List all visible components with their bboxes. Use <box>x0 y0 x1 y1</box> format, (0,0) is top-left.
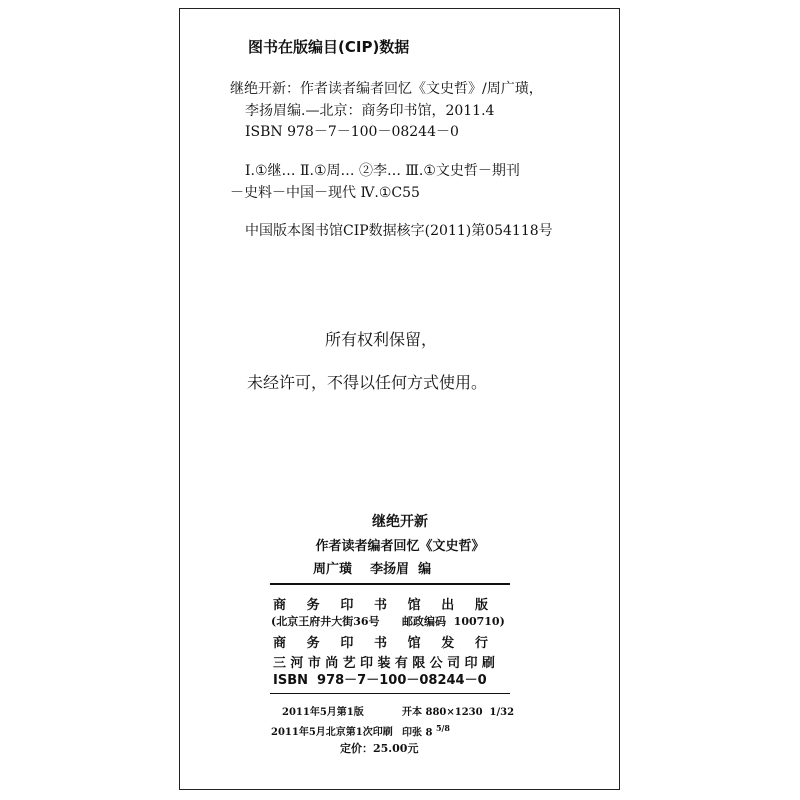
cip-line-1: 继绝开新：作者读者编者回忆《文史哲》/周广璜， <box>230 81 543 97</box>
colophon-printing: 2011年5月北京第1次印刷 <box>271 727 393 738</box>
colophon-edition: 2011年5月第1版 <box>282 707 364 718</box>
cip-verification-number: 中国版本图书馆CIP数据核字(2011)第054118号 <box>245 223 553 239</box>
colophon-address: (北京王府井大街36号 <box>271 615 380 628</box>
colophon-top-rule <box>270 583 510 585</box>
colophon-sheets: 印张 8 $^{5/8}$ <box>402 723 450 739</box>
colophon-sheets-fraction: 5/8 <box>435 723 450 733</box>
cip-classification-1: Ⅰ.①继… Ⅱ.①周… ②李… Ⅲ.①文史哲－期刊 <box>245 163 520 179</box>
cip-isbn: ISBN 978－7－100－08244－0 <box>245 124 459 140</box>
colophon-bottom-rule <box>270 693 510 694</box>
colophon-price: 定价：25.00元 <box>340 742 419 755</box>
colophon-isbn: ISBN 978－7－100－08244－0 <box>273 673 487 688</box>
rights-reserved: 所有权利保留， <box>325 330 438 349</box>
rights-no-use: 未经许可，不得以任何方式使用。 <box>247 373 488 392</box>
colophon-publisher: 商 务 印 书 馆 出 版 <box>273 598 488 613</box>
colophon-subtitle: 作者读者编者回忆《文史哲》 <box>315 539 485 554</box>
colophon-editors: 周广璜 李扬眉 编 <box>313 562 432 577</box>
cip-classification-2: －史料－中国－现代 Ⅳ.①C55 <box>230 185 420 201</box>
colophon-book-title: 继绝开新 <box>372 514 428 530</box>
cip-title: 图书在版编目(CIP)数据 <box>248 38 410 56</box>
colophon-distributor: 商 务 印 书 馆 发 行 <box>273 636 488 651</box>
colophon-printer: 三 河 市 尚 艺 印 装 有 限 公 司 印 刷 <box>273 656 495 671</box>
colophon-format: 开本 880×1230 1/32 <box>402 707 515 718</box>
colophon-postcode: 邮政编码 100710) <box>402 615 505 628</box>
cip-line-2: 李扬眉编.—北京：商务印书馆，2011.4 <box>245 103 495 119</box>
